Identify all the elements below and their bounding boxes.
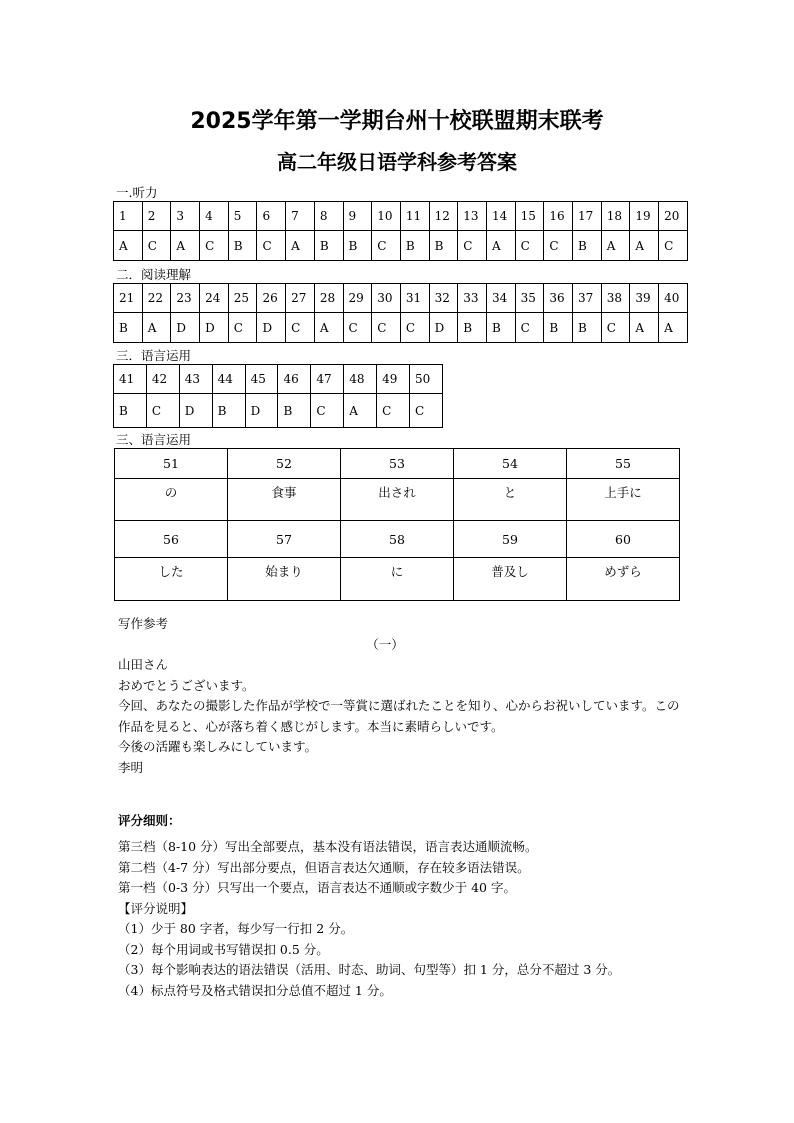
answer-table-reading	[113, 283, 688, 343]
answer-cell: C	[311, 394, 344, 428]
answer-cell: C	[257, 231, 286, 261]
section-heading-reading: 二．阅读理解	[116, 267, 192, 282]
answer-cell: A	[630, 231, 659, 261]
answer-cell: C	[142, 231, 171, 261]
answer-cell: C	[458, 231, 487, 261]
answer-cell: C	[515, 313, 544, 343]
question-number: 5	[228, 202, 257, 231]
answer-cell: C	[343, 313, 372, 343]
writing-sample	[118, 655, 688, 778]
question-number: 36	[544, 284, 573, 313]
answer-cell: A	[314, 313, 343, 343]
answer-cell: B	[573, 313, 602, 343]
question-number: 50	[410, 365, 443, 394]
answer-cell: B	[114, 313, 143, 343]
answer-cell: C	[286, 313, 315, 343]
answer-cell: A	[659, 313, 688, 343]
question-number: 20	[659, 202, 688, 231]
question-number: 57	[228, 521, 341, 558]
question-number: 40	[659, 284, 688, 313]
question-number: 4	[200, 202, 229, 231]
answer-cell: A	[114, 231, 143, 261]
answer-row	[114, 394, 443, 428]
answer-cell: C	[601, 313, 630, 343]
question-number: 30	[372, 284, 401, 313]
answer-table-listening	[113, 201, 688, 261]
answer-cell: A	[601, 231, 630, 261]
question-number-row	[114, 202, 688, 231]
answer-cell: A	[142, 313, 171, 343]
answer-cell: に	[341, 558, 454, 601]
answer-cell: A	[286, 231, 315, 261]
answer-row	[114, 313, 688, 343]
answer-cell: D	[179, 394, 212, 428]
answer-cell: 上手に	[567, 479, 680, 521]
document-title: 2025学年第一学期台州十校联盟期末联考	[190, 109, 604, 134]
question-number: 19	[630, 202, 659, 231]
question-number: 31	[400, 284, 429, 313]
question-number: 53	[341, 449, 454, 479]
answer-row	[115, 479, 680, 521]
answer-cell: D	[200, 313, 229, 343]
scoring-note: （4）标点符号及格式错误扣分总值不超过 1 分。	[118, 982, 392, 998]
scoring-level: 第三档（8-10 分）写出全部要点，基本没有语法错误，语言表达通顺流畅。	[118, 839, 538, 854]
writing-line: 李明	[118, 759, 144, 775]
question-number-row	[115, 449, 680, 479]
answer-cell: 普及し	[454, 558, 567, 601]
question-number: 55	[567, 449, 680, 479]
answer-cell: B	[400, 231, 429, 261]
question-number: 38	[601, 284, 630, 313]
answer-cell: A	[344, 394, 377, 428]
answer-cell: B	[429, 231, 458, 261]
question-number: 51	[115, 449, 228, 479]
answer-cell: C	[372, 231, 401, 261]
question-number: 16	[544, 202, 573, 231]
question-number: 18	[601, 202, 630, 231]
question-number: 6	[257, 202, 286, 231]
scoring-heading: 评分细则：	[118, 813, 181, 828]
question-number: 15	[515, 202, 544, 231]
question-number: 24	[200, 284, 229, 313]
question-number: 59	[454, 521, 567, 558]
scoring-note: （2）每个用词或书写错误扣 0.5 分。	[118, 941, 329, 957]
answer-cell: D	[245, 394, 278, 428]
question-number: 58	[341, 521, 454, 558]
question-number: 26	[257, 284, 286, 313]
question-number: 34	[486, 284, 515, 313]
answer-cell: B	[573, 231, 602, 261]
question-number-row	[115, 521, 680, 558]
question-number: 32	[429, 284, 458, 313]
question-number: 42	[146, 365, 179, 394]
answer-cell: C	[659, 231, 688, 261]
answer-cell: B	[212, 394, 245, 428]
answer-cell: C	[372, 313, 401, 343]
question-number: 60	[567, 521, 680, 558]
question-number: 39	[630, 284, 659, 313]
question-number: 11	[400, 202, 429, 231]
writing-line: 今回、あなたの撮影した作品が学校で一等賞に選ばれたことを知り、心からお祝いしています。この作品を見ると、心が落ち着く感じがします。本当に素晴らしいです。	[118, 698, 680, 734]
section-heading-listening: 一.听力	[116, 185, 158, 200]
question-number: 2	[142, 202, 171, 231]
writing-line: 今後の活躍も楽しみにしています。	[118, 739, 318, 754]
answer-cell: C	[228, 313, 257, 343]
answer-cell: と	[454, 479, 567, 521]
answer-cell: B	[544, 313, 573, 343]
answer-cell: 始まり	[228, 558, 341, 601]
answer-cell: B	[314, 231, 343, 261]
question-number: 10	[372, 202, 401, 231]
question-number: 44	[212, 365, 245, 394]
question-number: 46	[278, 365, 311, 394]
answer-cell: B	[114, 394, 147, 428]
answer-cell: C	[410, 394, 443, 428]
question-number: 52	[228, 449, 341, 479]
answer-cell: の	[115, 479, 228, 521]
answer-cell: B	[278, 394, 311, 428]
question-number: 3	[171, 202, 200, 231]
answer-cell: D	[257, 313, 286, 343]
answer-row	[114, 231, 688, 261]
section-heading-language-use: 三．语言运用	[116, 348, 192, 363]
answer-cell: C	[544, 231, 573, 261]
question-number: 23	[171, 284, 200, 313]
answer-cell: 出され	[341, 479, 454, 521]
writing-line: おめでとうございます。	[118, 677, 255, 693]
question-number-row	[114, 365, 443, 394]
question-number: 22	[142, 284, 171, 313]
answer-cell: C	[400, 313, 429, 343]
answer-cell: B	[228, 231, 257, 261]
writing-line: 山田さん	[118, 657, 169, 672]
question-number: 25	[228, 284, 257, 313]
question-number: 27	[286, 284, 315, 313]
question-number: 13	[458, 202, 487, 231]
question-number: 28	[314, 284, 343, 313]
question-number: 21	[114, 284, 143, 313]
question-number: 33	[458, 284, 487, 313]
question-number: 35	[515, 284, 544, 313]
answer-cell: めずら	[567, 558, 680, 601]
question-number: 56	[115, 521, 228, 558]
question-number: 8	[314, 202, 343, 231]
scoring-notes-heading: 【评分说明】	[118, 900, 194, 916]
question-number: 9	[343, 202, 372, 231]
question-number: 14	[486, 202, 515, 231]
answer-cell: 食事	[228, 479, 341, 521]
answer-cell: C	[515, 231, 544, 261]
scoring-note: （3）每个影响表达的语法错误（活用、时态、助词、句型等）扣 1 分，总分不超过 3 分。	[118, 962, 621, 977]
writing-part-label: （一）	[366, 637, 404, 652]
question-number: 54	[454, 449, 567, 479]
answer-cell: B	[458, 313, 487, 343]
question-number: 47	[311, 365, 344, 394]
question-number: 1	[114, 202, 143, 231]
question-number: 49	[377, 365, 410, 394]
writing-heading: 写作参考	[118, 616, 169, 631]
answer-cell: B	[486, 313, 515, 343]
section-heading-language-use-2: 三、语言运用	[116, 432, 192, 447]
document-subtitle: 高二年级日语学科参考答案	[277, 150, 517, 174]
answer-cell: D	[171, 313, 200, 343]
question-number: 29	[343, 284, 372, 313]
answer-cell: C	[146, 394, 179, 428]
scoring-rules	[118, 837, 688, 1001]
question-number: 43	[179, 365, 212, 394]
question-number: 37	[573, 284, 602, 313]
answer-row	[115, 558, 680, 601]
answer-table-language-use	[113, 364, 443, 428]
question-number: 48	[344, 365, 377, 394]
answer-cell: A	[630, 313, 659, 343]
question-number: 7	[286, 202, 315, 231]
scoring-level: 第一档（0-3 分）只写出一个要点，语言表达不通顺或字数少于 40 字。	[118, 880, 516, 895]
scoring-level: 第二档（4-7 分）写出部分要点，但语言表达欠通顺，存在较多语法错误。	[118, 859, 530, 875]
question-number: 17	[573, 202, 602, 231]
question-number-row	[114, 284, 688, 313]
question-number: 45	[245, 365, 278, 394]
answer-cell: B	[343, 231, 372, 261]
question-number: 12	[429, 202, 458, 231]
question-number: 41	[114, 365, 147, 394]
answer-cell: A	[486, 231, 515, 261]
answer-cell: C	[377, 394, 410, 428]
answer-cell: C	[200, 231, 229, 261]
scoring-note: （1）少于 80 字者，每少写一行扣 2 分。	[118, 921, 354, 936]
answer-cell: A	[171, 231, 200, 261]
answer-cell: D	[429, 313, 458, 343]
answer-cell: した	[115, 558, 228, 601]
answer-table-fill-in	[114, 448, 680, 601]
